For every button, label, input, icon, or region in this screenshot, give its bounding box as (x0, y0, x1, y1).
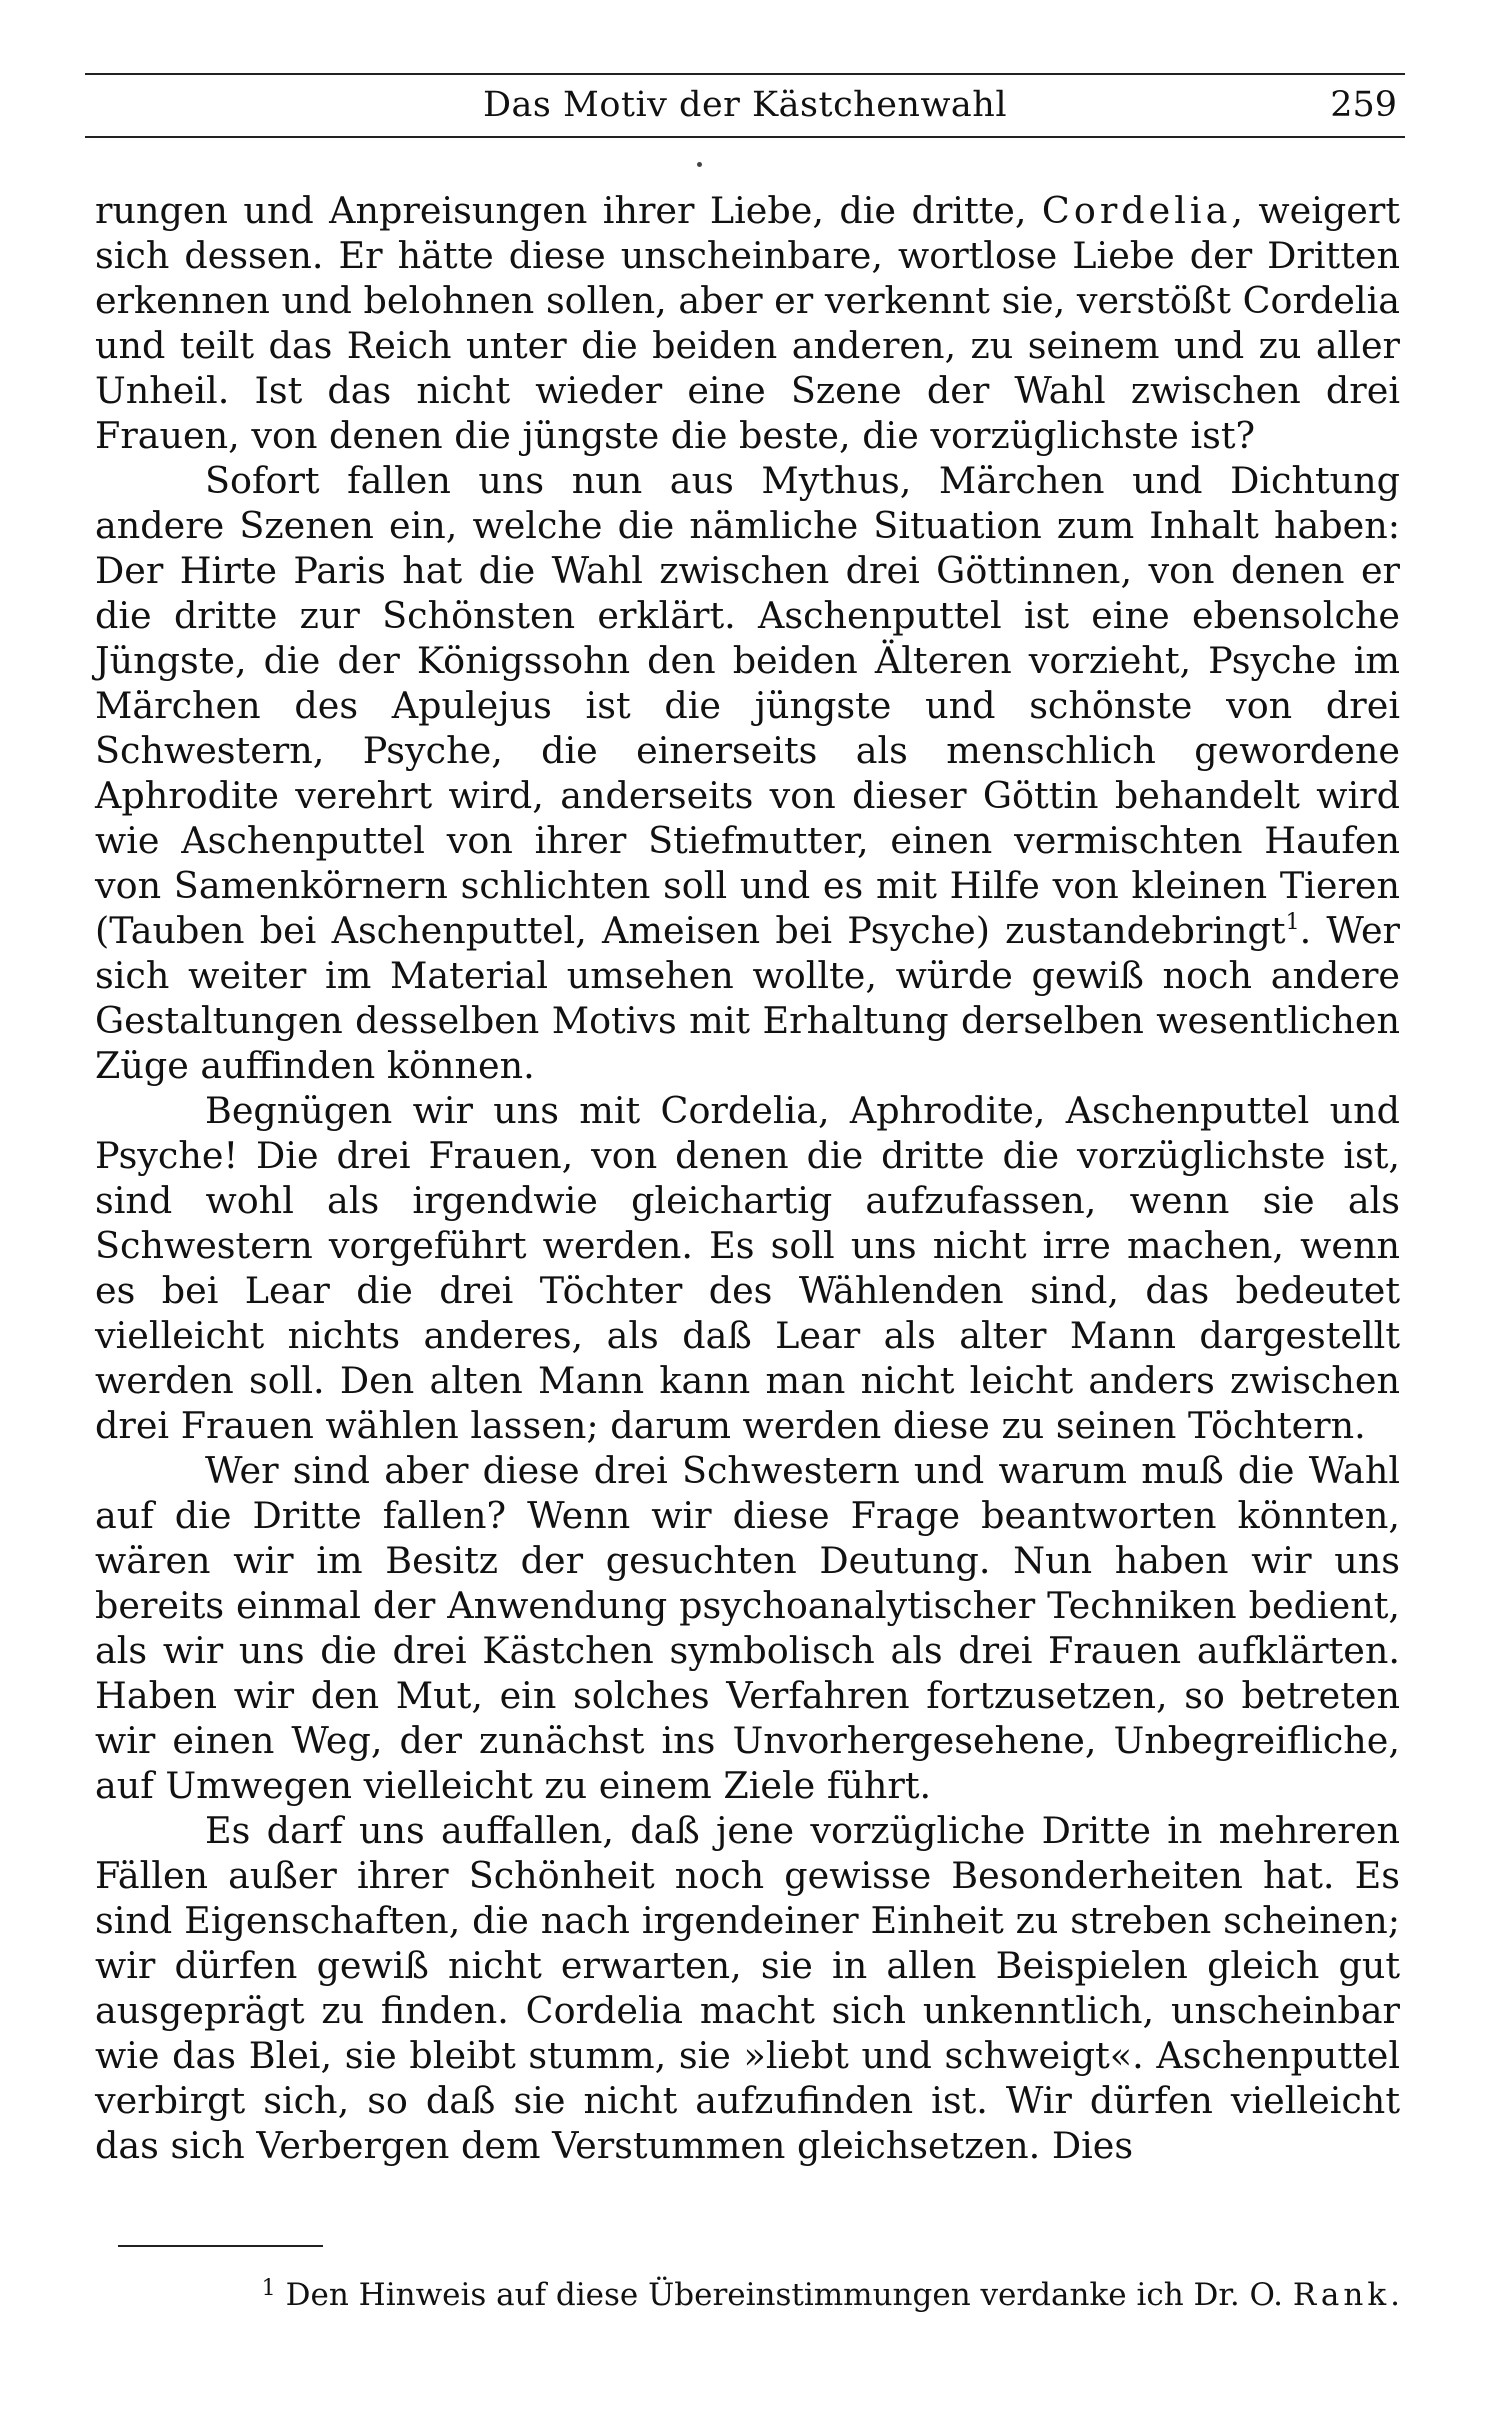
page-number: 259 (1330, 85, 1397, 125)
paragraph-4: Wer sind aber diese drei Schwestern und warum muß die Wahl auf die Dritte fallen? Wenn wir diese Frage beantworten könnten, wären wir im Besitz der gesuchten Deutung. Nun haben wir uns bereits einmal der Anwendung psychoanalytischer Techniken bedient, als wir uns die drei Kästchen symbolisch als drei Frauen aufklärten. Haben wir den Mut, ein solches Verfahren fortzusetzen, so betreten wir einen Weg, der zunächst ins Unvorhergesehene, Unbegreifliche, auf Umwegen vielleicht zu einem Ziele führt. (95, 1449, 1400, 1807)
footnote-mark: 1 (261, 2276, 276, 2301)
paragraph-1-before: rungen und Anpreisungen ihrer Liebe, die dritte, (95, 189, 1042, 232)
footnote (95, 2268, 1400, 2316)
print-speck (697, 162, 702, 167)
footnote-text: Den Hinweis auf diese Übereinstimmungen verdanke ich Dr. O. (285, 2277, 1293, 2313)
paragraph-2 (95, 458, 1400, 1088)
running-title: Das Motiv der Kästchenwahl (482, 85, 1008, 125)
footnote-rule (118, 2245, 323, 2247)
footnote-end: . (1390, 2277, 1400, 2313)
running-header (85, 80, 1405, 130)
header-bottom-rule (85, 136, 1405, 138)
header-top-rule (85, 73, 1405, 75)
paragraph-2-text: Sofort fallen uns nun aus Mythus, Märchen und Dichtung andere Szenen ein, welche die nämliche Situation zum Inhalt haben: Der Hirte Paris hat die Wahl zwischen drei Göttinnen, von denen er die dritte zur Schönsten erklärt. Aschenputtel ist eine ebensolche Jüngste, die der Königssohn den beiden Älteren vorzieht, Psyche im Märchen des Apulejus ist die jüngste und schönste von drei Schwestern, Psyche, die einerseits als menschlich gewordene Aphrodite verehrt wird, anderseits von dieser Göttin behandelt wird wie Aschenputtel von ihrer Stiefmutter, einen vermischten Haufen von Samenkörnern schlichten soll und es mit Hilfe von kleinen Tieren (Tauben bei Aschenputtel, Ameisen bei Psyche) zustandebringt (95, 459, 1400, 952)
spaced-name-cordelia: Cordelia (1041, 189, 1232, 232)
footnote-reference[interactable]: 1 (1285, 910, 1300, 935)
spaced-name-rank: Rank (1292, 2277, 1391, 2313)
body-text (95, 188, 1400, 2168)
paragraph-2-after: . Wer sich weiter im Material umsehen wollte, würde gewiß noch andere Gestaltungen desselben Motivs mit Erhaltung derselben wesentlichen Züge auffinden können. (95, 909, 1400, 1087)
paragraph-3: Begnügen wir uns mit Cordelia, Aphrodite, Aschenputtel und Psyche! Die drei Frauen, von denen die dritte die vorzüglichste ist, sind wohl als irgendwie gleichartig aufzufassen, wenn sie als Schwestern vorgeführt werden. Es soll uns nicht irre machen, wenn es bei Lear die drei Töchter des Wählenden sind, das bedeutet vielleicht nichts anderes, als daß Lear als alter Mann dargestellt werden soll. Den alten Mann kann man nicht leicht anders zwischen drei Frauen wählen lassen; darum werden diese zu seinen Töchtern. (95, 1089, 1400, 1447)
paragraph-1-after: , weigert sich dessen. Er hätte diese unscheinbare, wortlose Liebe der Dritten erkennen und belohnen sollen, aber er verkennt sie, verstößt Cordelia und teilt das Reich unter die beiden anderen, zu seinem und zu aller Unheil. Ist das nicht wieder eine Szene der Wahl zwischen drei Frauen, von denen die jüngste die beste, die vorzüglichste ist? (95, 189, 1400, 457)
paragraph-1 (95, 188, 1400, 458)
paragraph-5: Es darf uns auffallen, daß jene vorzügliche Dritte in mehreren Fällen außer ihrer Schönheit noch gewisse Besonderheiten hat. Es sind Eigenschaften, die nach irgendeiner Einheit zu streben scheinen; wir dürfen gewiß nicht erwarten, sie in allen Beispielen gleich gut ausgeprägt zu finden. Cordelia macht sich unkenntlich, unscheinbar wie das Blei, sie bleibt stumm, sie »liebt und schweigt«. Aschenputtel verbirgt sich, so daß sie nicht aufzufinden ist. Wir dürfen vielleicht das sich Verbergen dem Verstummen gleichsetzen. Dies (95, 1809, 1400, 2167)
